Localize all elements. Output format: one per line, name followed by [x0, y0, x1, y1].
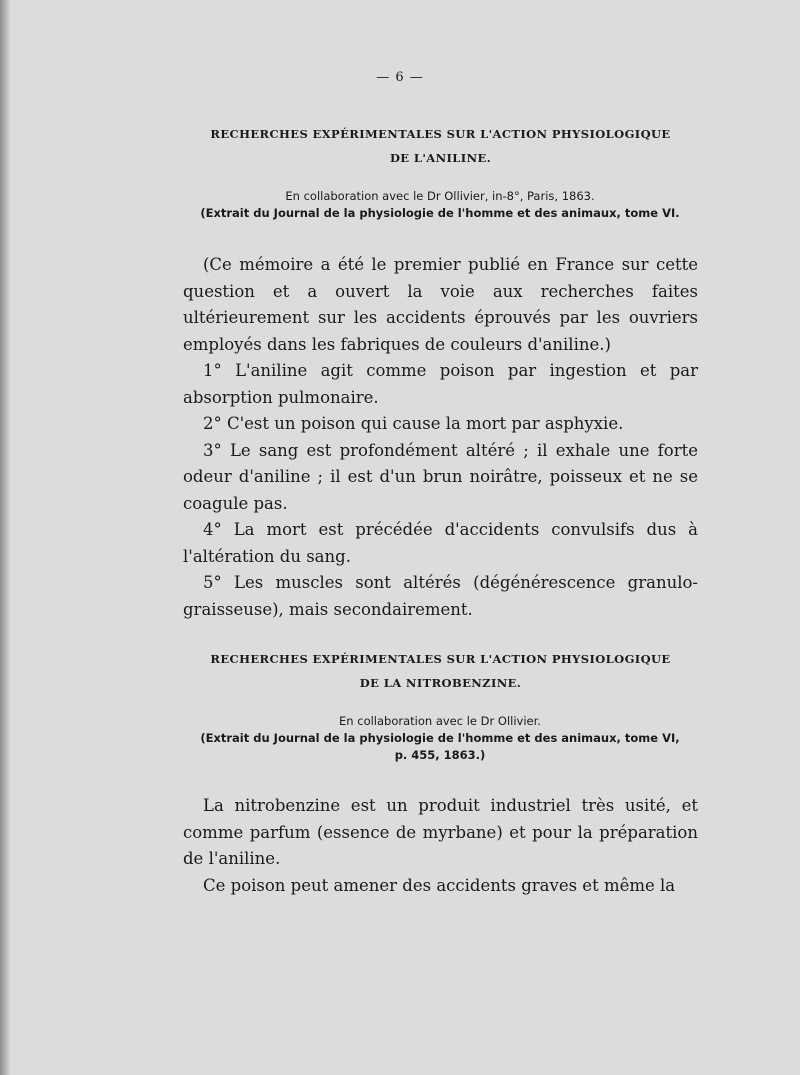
section-title-line1: RECHERCHES EXPÉRIMENTALES SUR L'ACTION PHYSIOLOGIQUE [210, 127, 671, 141]
section-title-line2: DE L'ANILINE. [389, 151, 492, 165]
section-title-line1: RECHERCHES EXPÉRIMENTALES SUR L'ACTION PHYSIOLOGIQUE [210, 652, 671, 666]
paragraph: 5° Les muscles sont altérés (dégénérescence granulo-graisseuse), mais secondairement. [183, 573, 698, 619]
paragraph: 1° L'aniline agit comme poison par ingestion et par absorption pulmonaire. [183, 361, 698, 407]
section-aniline-meta [180, 188, 700, 222]
section-title-line2: DE LA NITROBENZINE. [359, 676, 522, 690]
paragraph: (Ce mémoire a été le premier publié en France sur cette question et a ouvert la voie aux recherches faites ultérieurement sur les accidents éprouvés par les ouvriers employés dans les fabriques de couleurs d'aniline.) [183, 255, 698, 354]
section-nitrobenzine [183, 647, 698, 695]
extract-note: p. 455, 1863.) [394, 748, 486, 762]
extract-note: (Extrait du Journal de la physiologie de l'homme et des animaux, tome VI. [200, 206, 680, 220]
section-aniline [183, 122, 698, 170]
extract-note: (Extrait du Journal de la physiologie de l'homme et des animaux, tome VI, [200, 731, 680, 745]
collaboration-note: En collaboration avec le Dr Ollivier. [339, 714, 541, 728]
paragraph: 2° C'est un poison qui cause la mort par asphyxie. [203, 414, 624, 433]
paragraph: La nitrobenzine est un produit industriel très usité, et comme parfum (essence de myrbane) et pour la préparation de l'aniline. [183, 796, 698, 868]
page-number: — 6 — [376, 70, 424, 85]
paragraph: 4° La mort est précédée d'accidents convulsifs dus à l'altération du sang. [183, 520, 698, 566]
section-nitrobenzine-meta [180, 713, 700, 764]
section-aniline-body [183, 252, 698, 623]
collaboration-note: En collaboration avec le Dr Ollivier, in-8°, Paris, 1863. [285, 189, 595, 203]
paragraph: Ce poison peut amener des accidents graves et même la [203, 875, 676, 895]
paragraph: 3° Le sang est profondément altéré ; il exhale une forte odeur d'aniline ; il est d'un brun noirâtre, poisseux et ne se coagule pas. [183, 440, 698, 513]
section-nitrobenzine-body [183, 793, 698, 899]
